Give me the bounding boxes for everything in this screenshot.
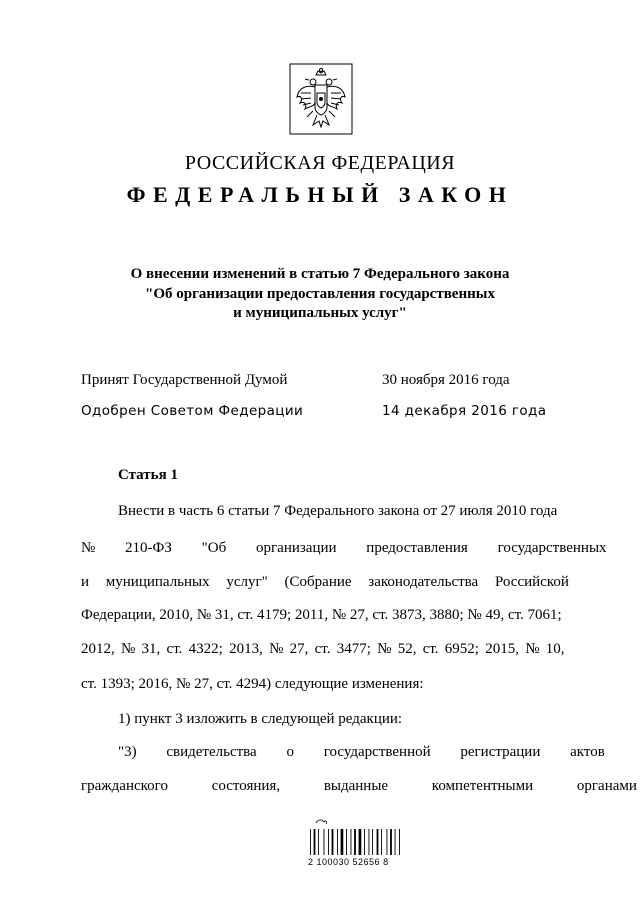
- council-approval-date: 14 декабря 2016 года: [382, 403, 547, 419]
- article-text-line: Федерации, 2010, № 31, ст. 4179; 2011, № 27, ст. 3873, 3880; № 49, ст. 7061;: [81, 607, 562, 623]
- article-text-line: 1) пункт 3 изложить в следующей редакции:: [118, 711, 403, 727]
- council-approval-label: Одобрен Советом Федерации: [81, 403, 304, 419]
- law-title-line-3: и муниципальных услуг": [233, 305, 407, 321]
- article-text-line: гражданского состояния, выданные компетентными органами: [81, 778, 637, 794]
- duma-adoption-date: 30 ноября 2016 года: [382, 372, 510, 388]
- country-name: РОССИЙСКАЯ ФЕДЕРАЦИЯ: [184, 152, 456, 174]
- law-title-line-1: О внесении изменений в статью 7 Федерального закона: [130, 266, 510, 282]
- barcode-number: 2 100030 52656 8: [308, 857, 389, 867]
- duma-adoption-label: Принят Государственной Думой: [81, 372, 288, 388]
- coat-of-arms-emblem: [289, 63, 353, 135]
- law-title-line-2: "Об организации предоставления государственных: [145, 286, 495, 302]
- article-text-line: Внести в часть 6 статьи 7 Федерального закона от 27 июля 2010 года: [118, 503, 558, 519]
- article-heading: Статья 1: [118, 467, 178, 483]
- article-text-line: ст. 1393; 2016, № 27, ст. 4294) следующие изменения:: [81, 676, 424, 692]
- article-text-line: 2012, № 31, ст. 4322; 2013, № 27, ст. 3477; № 52, ст. 6952; 2015, № 10,: [81, 641, 565, 657]
- article-text-line: № 210-ФЗ "Об организации предоставления государственных: [81, 540, 607, 556]
- document-type: ФЕДЕРАЛЬНЫЙ ЗАКОН: [126, 182, 514, 207]
- article-text-line: и муниципальных услуг" (Собрание законодательства Российской: [81, 574, 569, 590]
- article-text-line: "3) свидетельства о государственной регистрации актов: [118, 744, 605, 760]
